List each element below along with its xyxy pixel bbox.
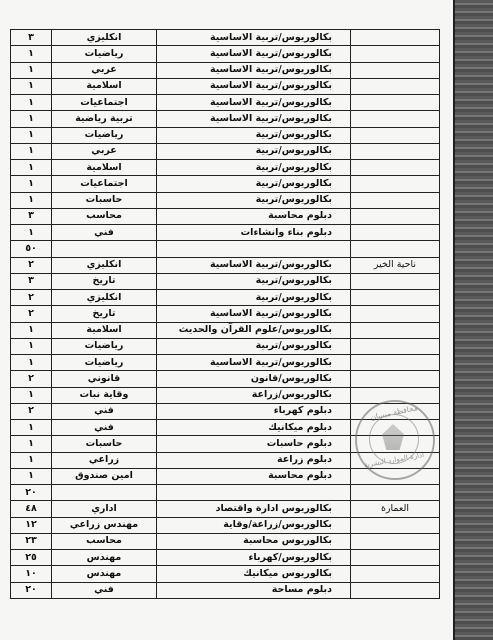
cell-count: ٣ <box>11 208 52 224</box>
cell-qualification: بكالوريوس محاسبة <box>157 533 351 549</box>
table-row <box>11 338 440 354</box>
table-row <box>11 46 440 62</box>
cell-qualification: بكالوريوس/تربية <box>157 143 351 159</box>
cell-count: ١ <box>11 95 52 111</box>
cell-area <box>351 46 440 62</box>
cell-specialty: محاسب <box>52 208 157 224</box>
cell-area <box>351 143 440 159</box>
cell-area <box>351 127 440 143</box>
cell-qualification: دبلوم محاسبة <box>157 208 351 224</box>
cell-specialty: انكليزي <box>52 257 157 273</box>
cell-specialty: محاسب <box>52 533 157 549</box>
cell-area <box>351 533 440 549</box>
cell-specialty: مهندس زراعي <box>52 517 157 533</box>
cell-specialty <box>52 485 157 501</box>
cell-count: ٢ <box>11 290 52 306</box>
cell-qualification: بكالوريوس/تربية الاساسية <box>157 111 351 127</box>
table-row <box>11 160 440 176</box>
cell-count: ٢٠ <box>11 582 52 598</box>
cell-count: ١ <box>11 160 52 176</box>
cell-specialty: اداري <box>52 501 157 517</box>
cell-qualification: بكالوريوس/تربية الاساسية <box>157 30 351 46</box>
cell-specialty: زراعي <box>52 452 157 468</box>
cell-qualification: بكالوريوس/تربية <box>157 127 351 143</box>
official-stamp <box>355 400 435 480</box>
scanned-page-edge <box>455 0 493 640</box>
table-row <box>11 566 440 582</box>
cell-count: ٢٥ <box>11 550 52 566</box>
cell-count: ١ <box>11 192 52 208</box>
cell-qualification: بكالوريوس/تربية <box>157 290 351 306</box>
cell-specialty: رياضيات <box>52 355 157 371</box>
cell-count: ١ <box>11 225 52 241</box>
cell-count: ١ <box>11 468 52 484</box>
table-row <box>11 517 440 533</box>
table-row <box>11 273 440 289</box>
table-row <box>11 371 440 387</box>
cell-count: ١ <box>11 111 52 127</box>
table-row <box>11 78 440 94</box>
stamp-bottom-text: ادارة الموارد البشرية <box>363 450 425 470</box>
cell-count: ٣ <box>11 273 52 289</box>
cell-specialty: رياضيات <box>52 338 157 354</box>
stamp-top-text: محافظة ميسان <box>369 403 419 422</box>
cell-count: ٣ <box>11 30 52 46</box>
cell-specialty: قانوني <box>52 371 157 387</box>
cell-count: ٢ <box>11 371 52 387</box>
cell-count: ١ <box>11 322 52 338</box>
cell-area <box>351 371 440 387</box>
table-row <box>11 322 440 338</box>
table-row <box>11 127 440 143</box>
cell-qualification: بكالوريوس/تربية الاساسية <box>157 46 351 62</box>
cell-specialty: انكليزي <box>52 30 157 46</box>
cell-count: ٢ <box>11 403 52 419</box>
cell-qualification: بكالوريوس/تربية الاساسية <box>157 78 351 94</box>
table-row <box>11 225 440 241</box>
cell-qualification: دبلوم بناء وانشاءات <box>157 225 351 241</box>
cell-specialty: فني <box>52 582 157 598</box>
cell-qualification: بكالوريوس/زراعة <box>157 387 351 403</box>
table-row <box>11 501 440 517</box>
table-row <box>11 257 440 273</box>
cell-count: ١ <box>11 78 52 94</box>
cell-area <box>351 273 440 289</box>
cell-specialty: حاسبات <box>52 436 157 452</box>
table-row <box>11 533 440 549</box>
cell-area <box>351 160 440 176</box>
cell-count: ٢ <box>11 257 52 273</box>
cell-qualification: دبلوم ميكانيك <box>157 420 351 436</box>
cell-area <box>351 338 440 354</box>
table-row <box>11 241 440 257</box>
cell-specialty: فني <box>52 403 157 419</box>
cell-area <box>351 95 440 111</box>
cell-area <box>351 582 440 598</box>
cell-count: ١ <box>11 387 52 403</box>
cell-qualification: بكالوريوس ميكانيك <box>157 566 351 582</box>
table-row <box>11 306 440 322</box>
cell-specialty: رياضيات <box>52 46 157 62</box>
cell-qualification: بكالوريوس/تربية <box>157 338 351 354</box>
cell-qualification <box>157 241 351 257</box>
cell-specialty: عربي <box>52 143 157 159</box>
table-row <box>11 30 440 46</box>
cell-area <box>351 208 440 224</box>
cell-specialty: انكليزي <box>52 290 157 306</box>
cell-area <box>351 62 440 78</box>
cell-count: ١ <box>11 62 52 78</box>
cell-count: ١٠ <box>11 566 52 582</box>
cell-qualification: بكالوريوس/كهرباء <box>157 550 351 566</box>
cell-count: ١ <box>11 46 52 62</box>
cell-specialty: فني <box>52 420 157 436</box>
cell-area <box>351 566 440 582</box>
table-row <box>11 208 440 224</box>
cell-area <box>351 306 440 322</box>
cell-qualification: بكالوريوس/تربية الاساسية <box>157 95 351 111</box>
cell-specialty: حاسبات <box>52 192 157 208</box>
cell-area: ناحية الخير <box>351 257 440 273</box>
cell-qualification: بكالوريوس/علوم القرآن والحديث <box>157 322 351 338</box>
jobs-table <box>10 29 440 599</box>
cell-area <box>351 78 440 94</box>
cell-qualification: بكالوريوس/تربية الاساسية <box>157 62 351 78</box>
table-row <box>11 111 440 127</box>
cell-specialty: اسلامية <box>52 322 157 338</box>
cell-area <box>351 485 440 501</box>
cell-qualification: بكالوريوس/تربية <box>157 192 351 208</box>
cell-specialty: اجتماعيات <box>52 176 157 192</box>
cell-specialty: اسلامية <box>52 78 157 94</box>
cell-qualification: دبلوم مساحة <box>157 582 351 598</box>
cell-qualification: دبلوم زراعة <box>157 452 351 468</box>
cell-specialty: مهندس <box>52 550 157 566</box>
cell-count: ٢ <box>11 306 52 322</box>
cell-count: ٥٠ <box>11 241 52 257</box>
cell-qualification: دبلوم حاسبات <box>157 436 351 452</box>
cell-qualification: بكالوريوس/تربية <box>157 273 351 289</box>
cell-area <box>351 176 440 192</box>
cell-specialty <box>52 241 157 257</box>
cell-count: ١ <box>11 452 52 468</box>
cell-count: ١ <box>11 127 52 143</box>
cell-area: العمارة <box>351 501 440 517</box>
cell-qualification: بكالوريوس/قانون <box>157 371 351 387</box>
cell-specialty: وقاية نبات <box>52 387 157 403</box>
cell-specialty: امين صندوق <box>52 468 157 484</box>
cell-specialty: تربية رياضية <box>52 111 157 127</box>
cell-qualification <box>157 485 351 501</box>
cell-specialty: تاريخ <box>52 306 157 322</box>
cell-qualification: بكالوريوس/زراعة/وقاية <box>157 517 351 533</box>
cell-specialty: مهندس <box>52 566 157 582</box>
cell-area <box>351 517 440 533</box>
cell-specialty: عربي <box>52 62 157 78</box>
cell-area <box>351 550 440 566</box>
cell-area <box>351 355 440 371</box>
cell-qualification: بكالوريوس/تربية <box>157 160 351 176</box>
table-row <box>11 550 440 566</box>
table-row <box>11 143 440 159</box>
cell-area <box>351 322 440 338</box>
cell-count: ١ <box>11 338 52 354</box>
cell-qualification: دبلوم محاسبة <box>157 468 351 484</box>
cell-specialty: اجتماعيات <box>52 95 157 111</box>
cell-count: ٢٣ <box>11 533 52 549</box>
cell-specialty: رياضيات <box>52 127 157 143</box>
cell-area <box>351 225 440 241</box>
cell-area <box>351 30 440 46</box>
table-row <box>11 62 440 78</box>
cell-qualification: دبلوم كهرباء <box>157 403 351 419</box>
cell-qualification: بكالوريوس/تربية <box>157 176 351 192</box>
cell-area <box>351 241 440 257</box>
cell-count: ١ <box>11 355 52 371</box>
cell-specialty: تاريخ <box>52 273 157 289</box>
cell-area <box>351 192 440 208</box>
cell-specialty: فني <box>52 225 157 241</box>
cell-count: ١ <box>11 420 52 436</box>
cell-count: ١٢ <box>11 517 52 533</box>
table-row <box>11 290 440 306</box>
table-row <box>11 485 440 501</box>
cell-qualification: بكالوريوس/تربية الاساسية <box>157 306 351 322</box>
cell-qualification: بكالوريوس ادارة واقتصاد <box>157 501 351 517</box>
cell-count: ١ <box>11 176 52 192</box>
table-row <box>11 582 440 598</box>
cell-count: ٤٨ <box>11 501 52 517</box>
cell-count: ١ <box>11 143 52 159</box>
cell-qualification: بكالوريوس/تربية الاساسية <box>157 257 351 273</box>
cell-area <box>351 111 440 127</box>
table-row <box>11 355 440 371</box>
cell-area <box>351 290 440 306</box>
table-row <box>11 387 440 403</box>
cell-specialty: اسلامية <box>52 160 157 176</box>
cell-qualification: بكالوريوس/تربية الاساسية <box>157 355 351 371</box>
cell-count: ٢٠ <box>11 485 52 501</box>
table-row <box>11 176 440 192</box>
cell-count: ١ <box>11 436 52 452</box>
table-row <box>11 95 440 111</box>
table-row <box>11 192 440 208</box>
